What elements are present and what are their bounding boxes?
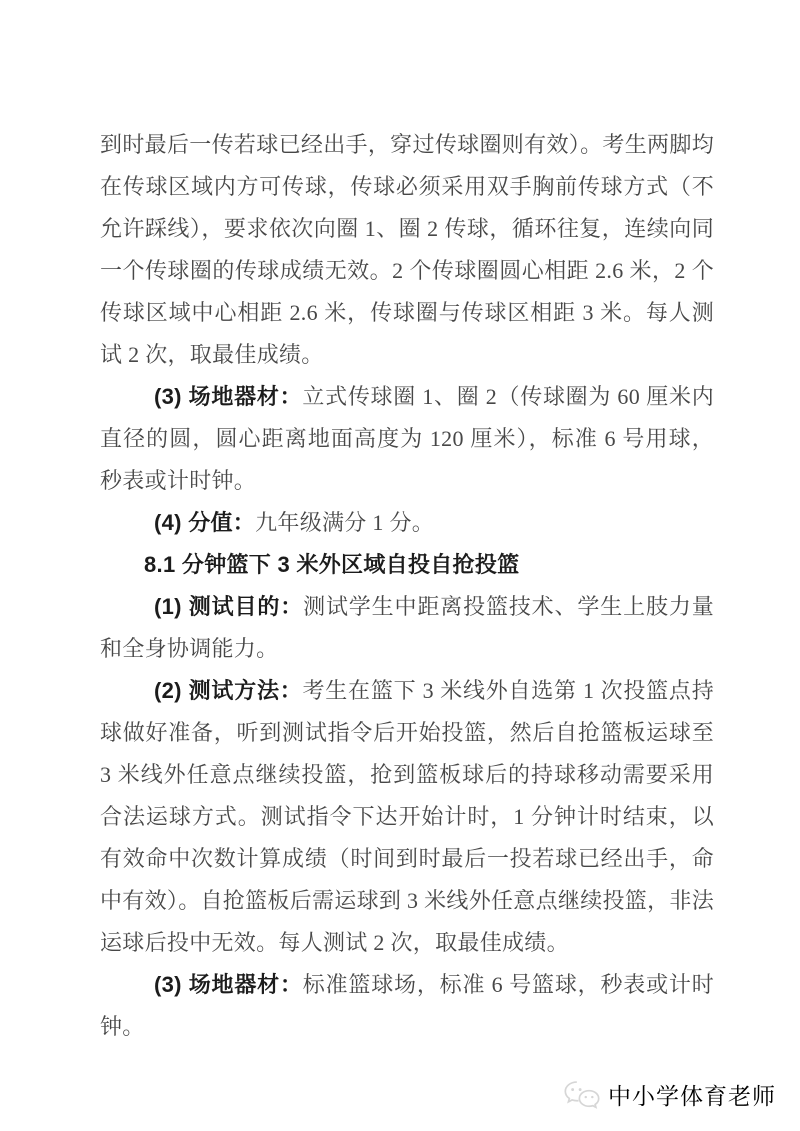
paragraph-text: 九年级满分 1 分。: [255, 510, 435, 535]
watermark: [563, 1078, 776, 1111]
paragraph: [100, 124, 714, 376]
section-heading: 8.1 分钟篮下 3 米外区域自投自抢投篮: [144, 552, 520, 577]
paragraph: [100, 586, 714, 670]
paragraph-label: (3) 场地器材：: [154, 384, 303, 409]
paragraph-label: (2) 测试方法：: [154, 678, 303, 703]
paragraph-text: 测试学生中距离投篮技术、学生上肢力量和全身协调能力。: [100, 594, 715, 661]
paragraph: [100, 964, 714, 1048]
paragraph-text: 到时最后一传若球已经出手，穿过传球圈则有效）。考生两脚均在传球区域内方可传球，传球必须采用双手胸前传球方式（不允许踩线），要求依次向圈 1、圈 2 传球，循环往复，连续向同一个传球圈的传球成绩无效。2 个传球圈圆心相距 2.6 米，2 个传球区域中心相距 2.6 米，传球圈与传球区相距 3 米。每人测试 2 次，取最佳成绩。: [100, 132, 714, 367]
paragraph-text: 考生在篮下 3 米线外自选第 1 次投篮点持球做好准备，听到测试指令后开始投篮，然后自抢篮板运球至 3 米线外任意点继续投篮，抢到篮板球后的持球移动需要采用合法运球方式。测试指令下达开始计时，1 分钟计时结束，以有效命中次数计算成绩（时间到时最后一投若球已经出手，命中有效）。自抢篮板后需运球到 3 米线外任意点继续投篮，非法运球后投中无效。每人测试 2 次，取最佳成绩。: [100, 678, 715, 955]
paragraph-label: (1) 测试目的：: [154, 594, 304, 619]
paragraph-text: 标准篮球场，标准 6 号篮球，秒表或计时钟。: [100, 972, 714, 1039]
paragraph-label: (3) 场地器材：: [154, 972, 303, 997]
paragraph: [100, 502, 714, 544]
paragraph-label: (4) 分值：: [154, 510, 256, 535]
paragraph: [100, 670, 714, 964]
document-body: [100, 124, 714, 1048]
watermark-text: 中小学体育老师: [608, 1083, 776, 1109]
wechat-icon: [563, 1080, 601, 1110]
paragraph: [100, 376, 714, 502]
paragraph-text: 立式传球圈 1、圈 2（传球圈为 60 厘米内直径的圆，圆心距离地面高度为 120 厘米），标准 6 号用球，秒表或计时钟。: [100, 384, 715, 493]
